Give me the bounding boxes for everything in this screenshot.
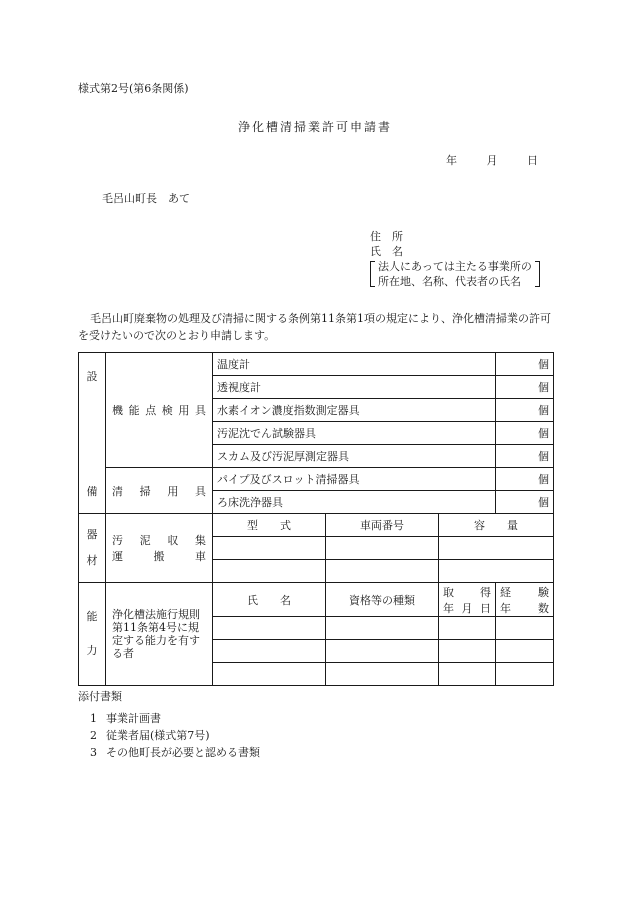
vehicle-capacity-input[interactable] <box>439 560 554 583</box>
acquired-line-1: 取 得 <box>443 585 491 599</box>
unit-cell: 個 <box>496 491 554 514</box>
vehicle-capacity-input[interactable] <box>439 537 554 560</box>
equipment-item: 汚泥沈でん試験器具 <box>213 422 496 445</box>
column-header-vehicle-number: 車両番号 <box>326 514 439 537</box>
attachment-item: 2 従業者届(様式第7号) <box>90 729 210 742</box>
equipment-item: 透視度計 <box>213 376 496 399</box>
addressee: 毛呂山町長 あて <box>102 192 190 205</box>
qualification-input[interactable] <box>326 617 439 640</box>
name-label: 氏 名 <box>370 245 403 258</box>
equipment-item: パイプ及びスロット清掃器具 <box>213 468 496 491</box>
vehicle-model-input[interactable] <box>213 560 326 583</box>
vehicle-number-input[interactable] <box>326 560 439 583</box>
address-label: 住 所 <box>370 230 403 243</box>
experience-line-1: 経 験 <box>500 585 549 599</box>
cleaning-group-label: 清掃用具 <box>112 484 206 498</box>
corporate-note-line-2: 所在地、名称、代表者の氏名 <box>378 275 521 288</box>
column-header-qualification: 資格等の種類 <box>326 583 439 617</box>
inspection-group-label: 機能点検用具 <box>112 404 206 417</box>
person-name-input[interactable] <box>213 617 326 640</box>
date-line: 年 月 日 <box>446 154 538 167</box>
equipment-item: 温度計 <box>213 353 496 376</box>
intro-paragraph: 毛呂山町廃棄物の処理及び清掃に関する条例第11条第1項の規定により、浄化槽清掃業の許可を受けたいので次のとおり申請します。 <box>78 312 551 342</box>
qualification-input[interactable] <box>326 663 439 686</box>
category-char: 器 <box>86 528 98 541</box>
document-title: 浄化槽清掃業許可申請書 <box>237 120 392 134</box>
column-header-capacity: 容 量 <box>439 514 554 537</box>
attachments-title: 添付書類 <box>78 690 122 703</box>
acquired-date-input[interactable] <box>439 617 496 640</box>
attachments-list <box>90 710 260 761</box>
vehicle-number-input[interactable] <box>326 537 439 560</box>
vehicle-label-line-2: 運搬車 <box>112 550 206 563</box>
experience-years-input[interactable] <box>496 663 554 686</box>
column-header-model: 型 式 <box>213 514 326 537</box>
cleaning-group-cell <box>106 468 213 514</box>
corporate-note-line-1: 法人にあっては主たる事業所の <box>378 260 532 273</box>
application-table <box>78 352 554 686</box>
corporate-note <box>370 259 540 289</box>
applicant-block <box>370 229 540 289</box>
ability-label: 浄化槽法施行規則第11条第4号に規定する能力を有する者 <box>106 583 213 686</box>
experience-line-2: 年 数 <box>500 601 549 615</box>
unit-cell: 個 <box>496 353 554 376</box>
category-cell <box>79 583 106 686</box>
qualification-input[interactable] <box>326 640 439 663</box>
unit-cell: 個 <box>496 422 554 445</box>
unit-cell: 個 <box>496 376 554 399</box>
unit-cell: 個 <box>496 445 554 468</box>
acquired-date-input[interactable] <box>439 640 496 663</box>
inspection-group-cell <box>106 353 213 468</box>
vehicle-label-line-1: 汚泥収集 <box>112 534 206 547</box>
category-cell <box>79 514 106 583</box>
attachment-item: 3 その他町長が必要と認める書類 <box>90 746 260 759</box>
person-name-input[interactable] <box>213 663 326 686</box>
column-header-name: 氏 名 <box>213 583 326 617</box>
category-char: 能 <box>86 610 98 623</box>
experience-years-input[interactable] <box>496 617 554 640</box>
category-char: 力 <box>86 644 98 657</box>
column-header-acquired-date <box>439 583 496 617</box>
equipment-item: スカム及び汚泥厚測定器具 <box>213 445 496 468</box>
vehicle-label-cell <box>106 514 213 583</box>
experience-years-input[interactable] <box>496 640 554 663</box>
column-header-experience <box>496 583 554 617</box>
unit-cell: 個 <box>496 399 554 422</box>
attachment-item: 1 事業計画書 <box>90 712 161 725</box>
category-char: 材 <box>86 554 98 567</box>
equipment-item: 水素イオン濃度指数測定器具 <box>213 399 496 422</box>
person-name-input[interactable] <box>213 640 326 663</box>
acquired-date-input[interactable] <box>439 663 496 686</box>
category-char: 備 <box>79 399 106 514</box>
acquired-line-2: 年月日 <box>443 601 491 615</box>
vehicle-model-input[interactable] <box>213 537 326 560</box>
form-number: 様式第2号(第6条関係) <box>78 82 189 95</box>
unit-cell: 個 <box>496 468 554 491</box>
equipment-item: ろ床洗浄器具 <box>213 491 496 514</box>
category-char: 設 <box>79 353 106 399</box>
